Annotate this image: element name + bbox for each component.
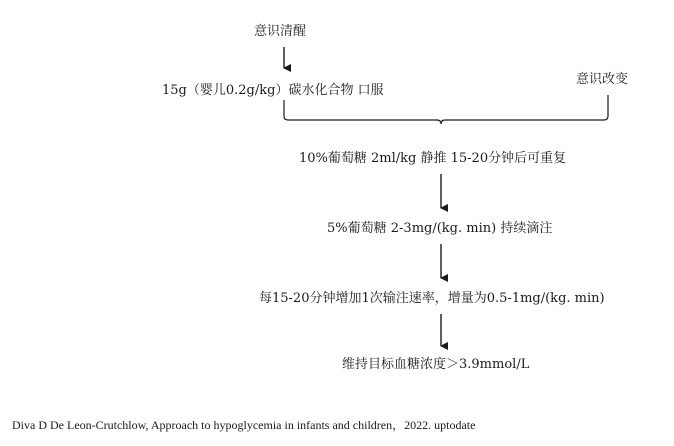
node-glucose-bolus: 10%葡萄糖 2ml/kg 静推 15-20分钟后可重复 [299,151,567,166]
citation: Diva D De Leon-Crutchlow, Approach to hypoglycemia in infants and children，2022. uptodate [12,418,476,432]
node-conscious: 意识清醒 [254,24,307,39]
node-increase-rate: 每15-20分钟增加1次输注速率，增量为0.5-1mg/(kg. min) [259,291,605,306]
node-altered-consciousness: 意识改变 [576,72,629,87]
node-glucose-infusion: 5%葡萄糖 2-3mg/(kg. min) 持续滴注 [327,221,553,236]
bracket-merge [284,95,608,124]
node-target-glucose: 维持目标血糖浓度＞3.9mmol/L [342,357,530,372]
node-oral-carbohydrate: 15g（婴儿0.2g/kg）碳水化合物 口服 [162,83,384,98]
